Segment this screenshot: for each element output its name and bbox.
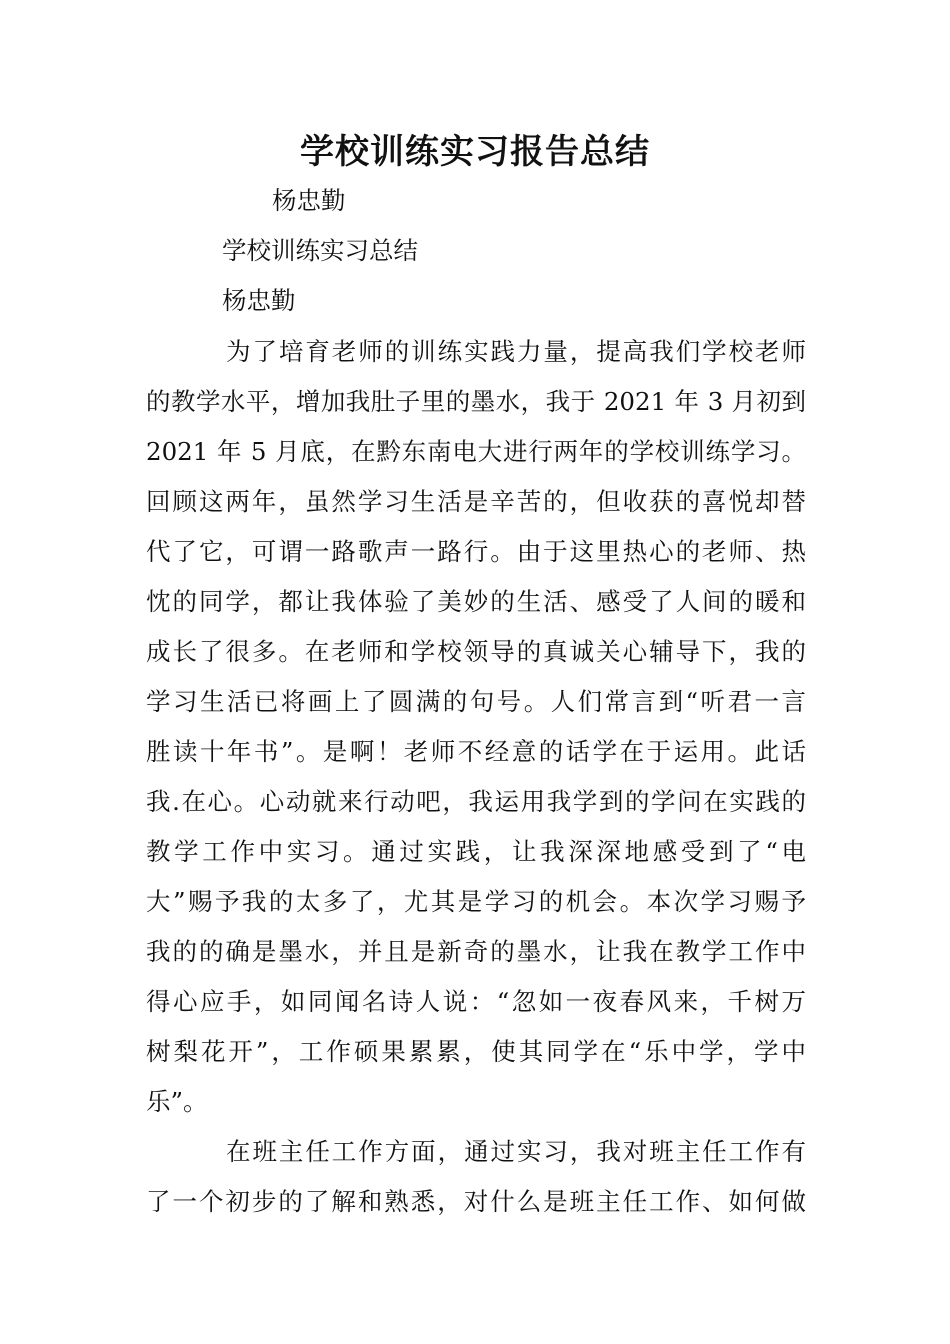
- paragraph-line: 乐”。: [146, 1087, 208, 1116]
- document-subtitle: 学校训练实习总结: [222, 236, 418, 265]
- paragraph-line: 得心应手，如同闻名诗人说：“忽如一夜春风来，千树万: [146, 987, 806, 1016]
- paragraph-line: 胜读十年书”。是啊！老师不经意的话学在于运用。此话: [146, 737, 806, 766]
- paragraph-line: 学习生活已将画上了圆满的句号。人们常言到“听君一言: [146, 687, 806, 716]
- paragraph-line: 我的的确是墨水，并且是新奇的墨水，让我在教学工作中: [146, 937, 806, 966]
- paragraph-line: 代了它，可谓一路歌声一路行。由于这里热心的老师、热: [146, 537, 806, 566]
- paragraph-line: 回顾这两年，虽然学习生活是辛苦的，但收获的喜悦却替: [146, 487, 806, 516]
- paragraph-line: 忱的同学，都让我体验了美妙的生活、感受了人间的暖和: [146, 587, 806, 616]
- paragraph-line: 教学工作中实习。通过实践，让我深深地感受到了“电: [146, 837, 806, 866]
- paragraph-line: 在班主任工作方面，通过实习，我对班主任工作有: [226, 1137, 806, 1166]
- author-name-top: 杨忠勤: [272, 186, 346, 215]
- paragraph-line: 大”赐予我的太多了，尤其是学习的机会。本次学习赐予: [146, 887, 806, 916]
- paragraph-line: 为了培育老师的训练实践力量，提高我们学校老师: [226, 337, 806, 366]
- author-name: 杨忠勤: [222, 286, 296, 315]
- paragraph-line: 2021 年 5 月底，在黔东南电大进行两年的学校训练学习。: [146, 437, 806, 466]
- paragraph-line: 了一个初步的了解和熟悉，对什么是班主任工作、如何做: [146, 1187, 806, 1216]
- paragraph-line: 的教学水平，增加我肚子里的墨水，我于 2021 年 3 月初到: [146, 387, 806, 416]
- paragraph-line: 成长了很多。在老师和学校领导的真诚关心辅导下，我的: [146, 637, 806, 666]
- paragraph-line: 树梨花开”，工作硕果累累，使其同学在“乐中学，学中: [146, 1037, 806, 1066]
- paragraph-line: 我.在心。心动就来行动吧，我运用我学到的学问在实践的: [146, 787, 806, 816]
- document-title: 学校训练实习报告总结: [300, 132, 650, 172]
